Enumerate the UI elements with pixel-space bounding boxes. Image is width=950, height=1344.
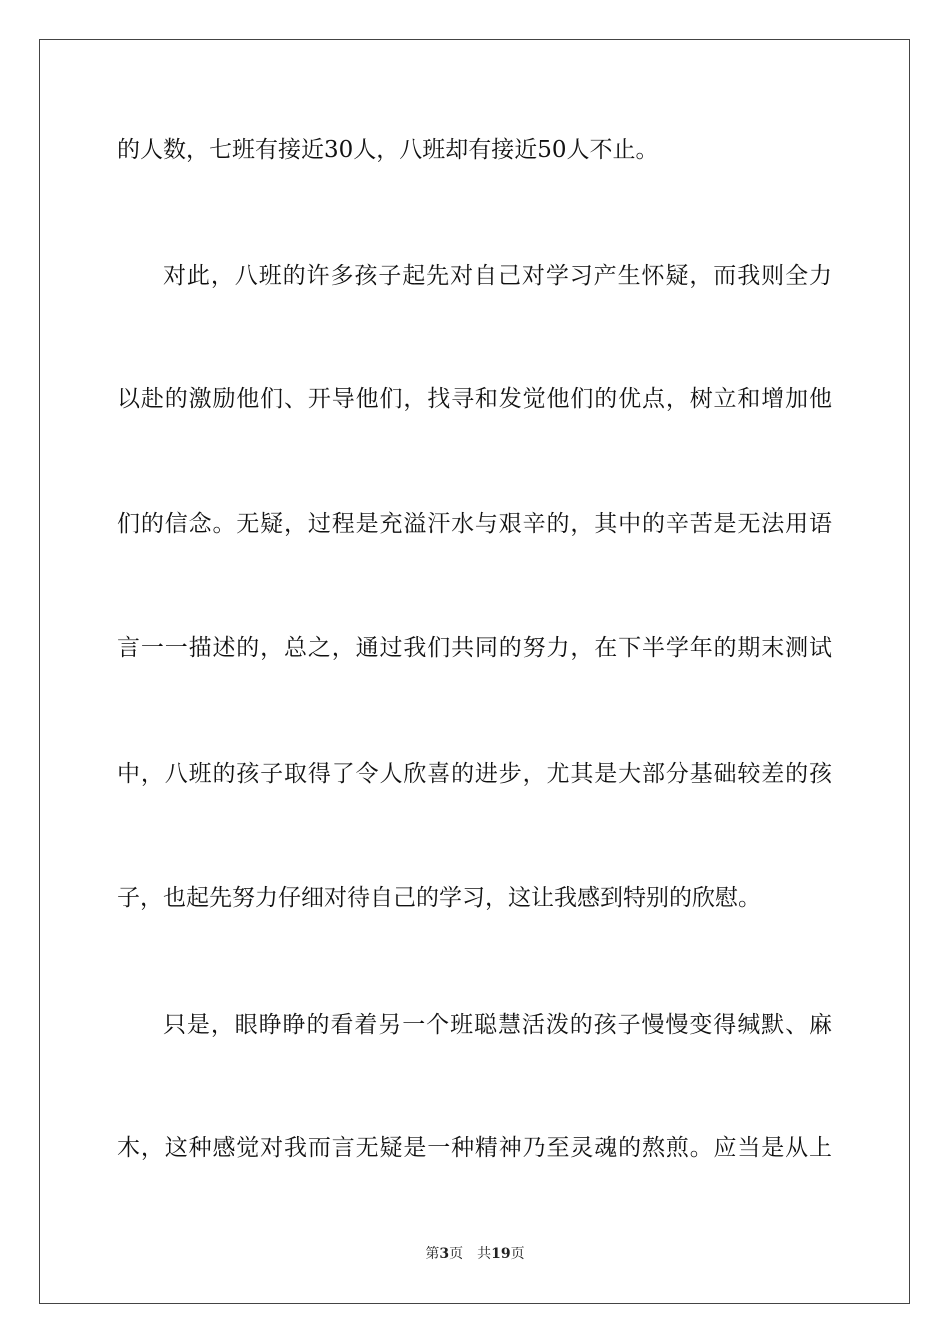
footer-total-suffix: 页: [510, 1246, 525, 1262]
body-line-3: 以赴的激励他们、开导他们，找寻和发觉他们的优点，树立和增加他: [117, 386, 832, 412]
body-line-9: 木，这种感觉对我而言无疑是一种精神乃至灵魂的熬煎。应当是从上: [117, 1135, 832, 1161]
page-footer: [0, 1245, 950, 1263]
footer-total-prefix: 共: [477, 1246, 492, 1262]
footer-page-number: 3: [439, 1246, 450, 1262]
body-line-7: 子，也起先努力仔细对待自己的学习，这让我感到特别的欣慰。: [117, 885, 761, 911]
page-border: [39, 39, 910, 1304]
body-line-1: 的人数，七班有接近30人，八班却有接近50人不止。: [117, 137, 659, 163]
body-line-6: 中，八班的孩子取得了令人欣喜的进步，尤其是大部分基础较差的孩: [117, 761, 832, 787]
footer-total-pages: 19: [491, 1246, 511, 1262]
footer-page-prefix: 第: [425, 1246, 440, 1262]
footer-page-suffix: 页: [449, 1246, 464, 1262]
body-line-2: 对此，八班的许多孩子起先对自己对学习产生怀疑，而我则全力: [163, 263, 832, 289]
body-line-5: 言一一描述的，总之，通过我们共同的努力，在下半学年的期末测试: [117, 635, 832, 661]
body-line-8: 只是，眼睁睁的看着另一个班聪慧活泼的孩子慢慢变得缄默、麻: [163, 1012, 832, 1038]
body-line-4: 们的信念。无疑，过程是充溢汗水与艰辛的，其中的辛苦是无法用语: [117, 511, 832, 537]
